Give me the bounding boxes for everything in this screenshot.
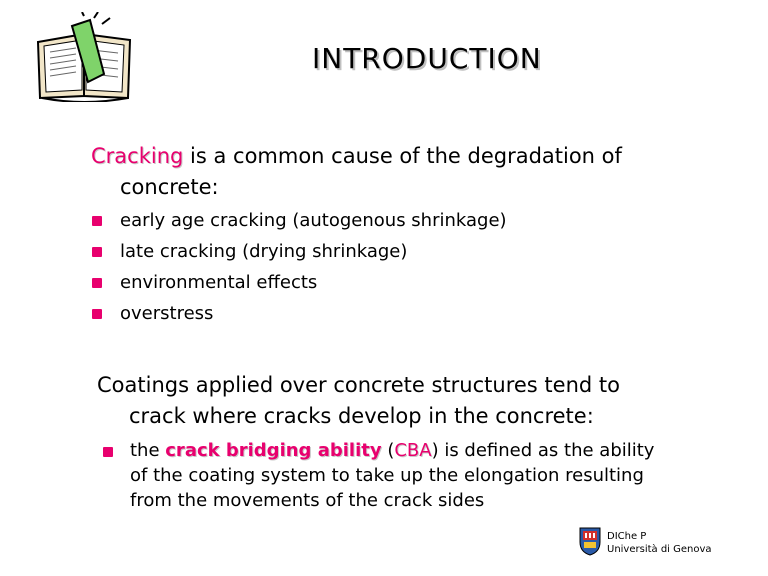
list-item-text: late cracking (drying shrinkage) (120, 241, 408, 262)
list-item (92, 298, 507, 329)
coatings-text-line2: crack where cracks develop in the concrete: (129, 404, 594, 428)
list-item (92, 267, 507, 298)
university-crest-icon (578, 526, 602, 556)
department-name: DIChe P (607, 531, 647, 542)
footer-affiliation (607, 530, 712, 556)
square-bullet-icon (92, 278, 102, 288)
cracking-keyword: Cracking (91, 144, 184, 168)
open-book-icon (32, 12, 138, 102)
coatings-paragraph (97, 370, 737, 432)
square-bullet-icon (103, 447, 113, 457)
list-item-text: environmental effects (120, 272, 318, 293)
cba-line3: from the movements of the crack sides (130, 490, 485, 511)
cba-prefix: the (130, 440, 166, 461)
cracking-text-line2: concrete: (120, 175, 219, 199)
cba-open: ( (381, 440, 395, 461)
list-item (103, 438, 723, 513)
coatings-text-line1: Coatings applied over concrete structures tend to (97, 373, 620, 397)
cba-acronym: CBA (394, 440, 432, 461)
square-bullet-icon (92, 216, 102, 226)
page-title: INTRODUCTION (312, 42, 542, 75)
list-item (92, 205, 507, 236)
square-bullet-icon (92, 247, 102, 257)
square-bullet-icon (92, 309, 102, 319)
list-item-text: overstress (120, 303, 214, 324)
cracking-text-line1: is a common cause of the degradation of (183, 144, 622, 168)
cba-close: ) is defined as the ability (431, 440, 655, 461)
list-item (92, 236, 507, 267)
cba-line2: of the coating system to take up the elongation resulting (130, 465, 644, 486)
crack-bridging-keyword: crack bridging ability (165, 440, 382, 461)
university-name: Università di Genova (607, 544, 712, 555)
list-item-text: early age cracking (autogenous shrinkage) (120, 210, 507, 231)
cba-definition-list (103, 438, 723, 513)
cracking-causes-list (92, 205, 507, 329)
cracking-paragraph (91, 141, 731, 203)
